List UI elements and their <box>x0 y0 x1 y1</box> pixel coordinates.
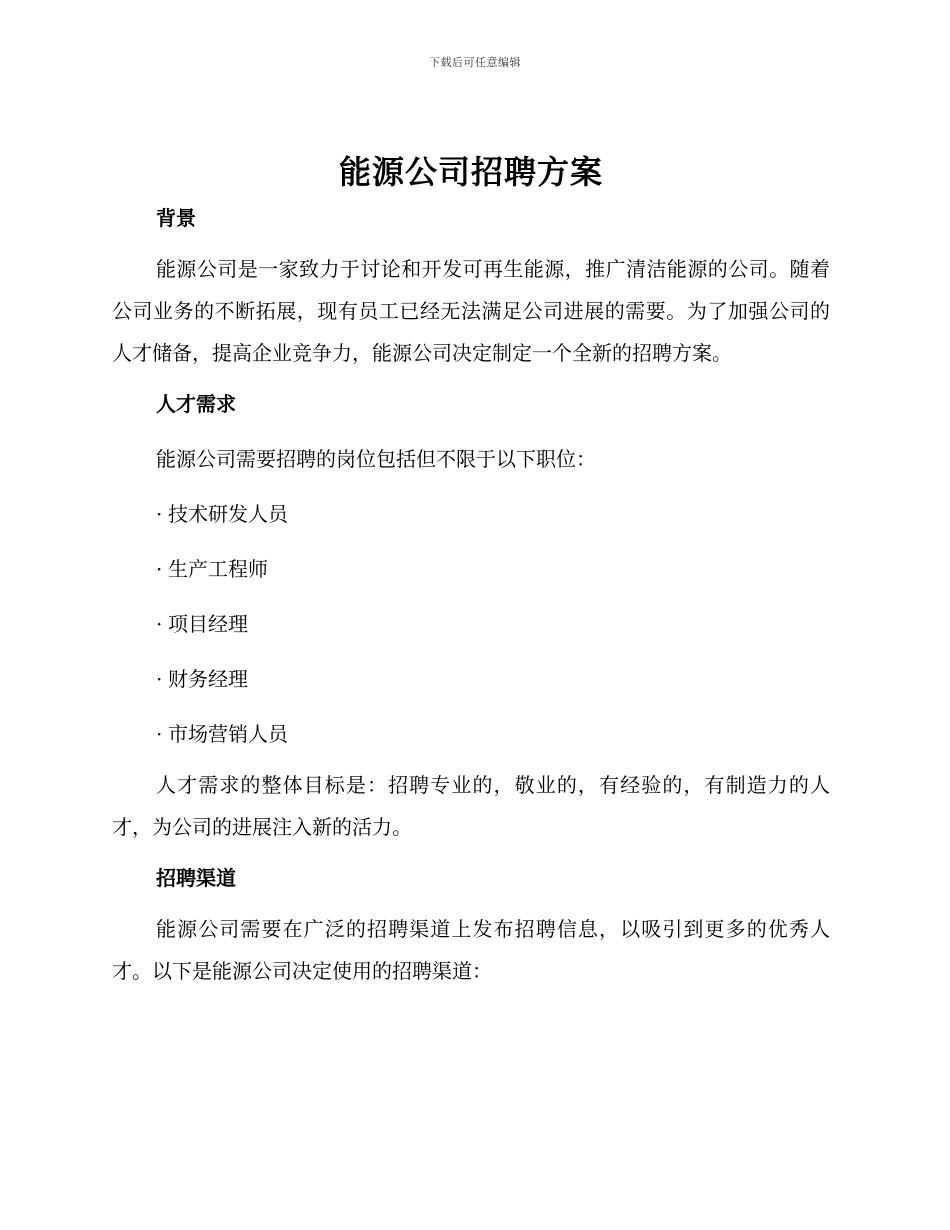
list-item-label: 市场营销人员 <box>168 722 288 746</box>
bullet-icon: · <box>156 502 163 526</box>
bullet-icon: · <box>156 557 163 581</box>
list-item-label: 生产工程师 <box>168 557 268 581</box>
list-item-label: 财务经理 <box>168 667 248 691</box>
list-item <box>112 610 830 638</box>
list-item-label: 技术研发人员 <box>168 502 288 526</box>
bullet-icon: · <box>156 612 163 636</box>
running-header: 下载后可任意编辑 <box>429 56 521 69</box>
list-item <box>112 500 830 528</box>
document-title: 能源公司招聘方案 <box>338 153 603 191</box>
list-item <box>112 555 830 583</box>
talent-demand-goal: 人才需求的整体目标是：招聘专业的，敬业的，有经验的，有制造力的人才，为公司的进展注入新的活力。 <box>112 773 830 839</box>
section-heading-background: 背景 <box>156 206 196 230</box>
talent-demand-intro: 能源公司需要招聘的岗位包括但不限于以下职位： <box>156 447 596 471</box>
list-item <box>112 720 830 748</box>
document-body <box>112 148 830 992</box>
channels-paragraph: 能源公司需要在广泛的招聘渠道上发布招聘信息，以吸引到更多的优秀人才。以下是能源公司决定使用的招聘渠道： <box>112 917 830 983</box>
list-item-label: 项目经理 <box>168 612 248 636</box>
background-paragraph: 能源公司是一家致力于讨论和开发可再生能源，推广清洁能源的公司。随着公司业务的不断拓展，现有员工已经无法满足公司进展的需要。为了加强公司的人才储备，提高企业竞争力，能源公司决定制定一个全新的招聘方案。 <box>112 257 830 365</box>
bullet-icon: · <box>156 667 163 691</box>
section-heading-talent-demand: 人才需求 <box>156 392 236 416</box>
section-heading-channels: 招聘渠道 <box>156 866 236 890</box>
bullet-icon: · <box>156 722 163 746</box>
list-item <box>112 665 830 693</box>
